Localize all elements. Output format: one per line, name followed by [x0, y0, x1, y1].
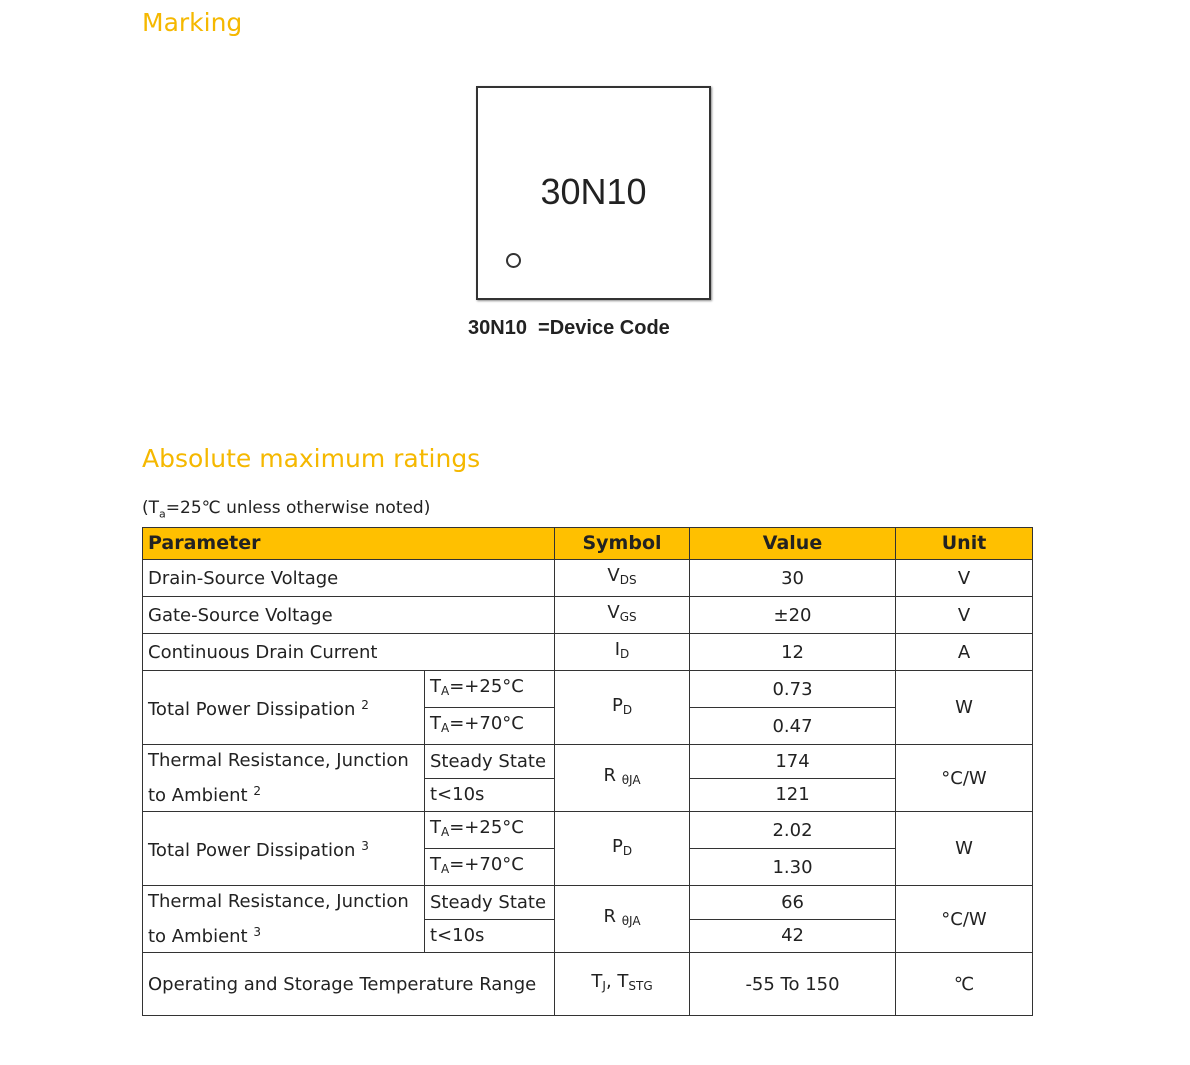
cond-main: T [430, 713, 441, 734]
condition-cell [425, 671, 555, 708]
header-parameter: Parameter [143, 528, 555, 560]
value-cell: 174 [690, 745, 896, 779]
unit-cell: V [896, 597, 1033, 634]
condition-cell: t<10s [425, 778, 555, 812]
symbol-cell [555, 597, 690, 634]
param-text: Thermal Resistance, Junction to Ambient [148, 750, 409, 806]
chip-package-diagram [476, 86, 711, 300]
table-row [143, 597, 1033, 634]
symbol-main: T [591, 971, 603, 992]
param-text: Thermal Resistance, Junction to Ambient [148, 891, 409, 947]
symbol-cell [555, 634, 690, 671]
symbol-main: I [614, 639, 621, 660]
unit-cell: A [896, 634, 1033, 671]
cond-main: T [430, 817, 441, 838]
note-prefix: (T [142, 498, 160, 518]
header-unit: Unit [896, 528, 1033, 560]
cond-sub: A [441, 721, 450, 735]
marking-section-title: Marking [142, 8, 243, 37]
symbol-sub: STG [628, 979, 653, 993]
footnote-ref: 3 [361, 839, 369, 853]
table-row [143, 812, 1033, 849]
condition-cell [425, 849, 555, 886]
table-row [143, 634, 1033, 671]
param-cell [143, 745, 425, 812]
header-symbol: Symbol [555, 528, 690, 560]
symbol-main: P [611, 694, 623, 716]
param-cell: Drain-Source Voltage [143, 560, 555, 597]
cond-sub: A [441, 862, 450, 876]
param-cell [143, 812, 425, 886]
footnote-ref: 2 [253, 784, 261, 798]
ratings-section-title: Absolute maximum ratings [142, 444, 481, 473]
symbol-cell [555, 953, 690, 1016]
unit-cell: W [896, 812, 1033, 886]
param-cell [143, 886, 425, 953]
value-cell: 12 [690, 634, 896, 671]
cond-main: T [430, 676, 441, 697]
symbol-sub: θJA [621, 914, 641, 928]
symbol-sub: D [622, 843, 633, 858]
table-header-row [143, 528, 1033, 560]
ratings-condition-note [142, 498, 430, 520]
value-cell: -55 To 150 [690, 953, 896, 1016]
cond-rest: =+70°C [449, 713, 524, 734]
unit-cell: W [896, 671, 1033, 745]
symbol-cell [555, 745, 690, 812]
value-cell: 0.73 [690, 671, 896, 708]
param-cell: Operating and Storage Temperature Range [143, 953, 555, 1016]
symbol-sub: θJA [621, 773, 641, 787]
value-cell: 1.30 [690, 849, 896, 886]
absolute-max-ratings-table [142, 527, 1033, 1016]
param-cell: Gate-Source Voltage [143, 597, 555, 634]
symbol-sub: D [620, 647, 630, 661]
condition-cell: t<10s [425, 919, 555, 953]
symbol-sub: J [602, 979, 606, 993]
symbol-sub: DS [619, 573, 637, 587]
value-cell: ±20 [690, 597, 896, 634]
cond-sub: A [441, 825, 450, 839]
value-cell: 0.47 [690, 708, 896, 745]
cond-sub: A [441, 684, 450, 698]
table-row [143, 745, 1033, 779]
unit-cell: °C/W [896, 745, 1033, 812]
condition-cell: Steady State [425, 886, 555, 920]
chip-marking-code: 30N10 [540, 171, 647, 212]
cond-rest: =+25°C [449, 676, 524, 697]
symbol-cell [555, 886, 690, 953]
note-suffix: =25℃ unless otherwise noted) [165, 498, 431, 518]
condition-cell: Steady State [425, 745, 555, 779]
pin1-indicator-dot [506, 253, 521, 268]
symbol-cell [555, 671, 690, 745]
value-cell: 121 [690, 778, 896, 812]
table-row [143, 560, 1033, 597]
value-cell: 2.02 [690, 812, 896, 849]
symbol-main: R [603, 765, 622, 786]
symbol-sub: GS [619, 610, 637, 624]
symbol-cell [555, 560, 690, 597]
value-cell: 66 [690, 886, 896, 920]
symbol-sep: , T [605, 971, 629, 992]
table-row [143, 886, 1033, 920]
symbol-main: R [603, 906, 622, 927]
table-row [143, 671, 1033, 708]
table-row [143, 953, 1033, 1016]
header-value: Value [690, 528, 896, 560]
param-cell [143, 671, 425, 745]
symbol-cell [555, 812, 690, 886]
symbol-main: V [607, 565, 620, 586]
value-cell: 42 [690, 919, 896, 953]
condition-cell [425, 812, 555, 849]
param-text: Total Power Dissipation [148, 840, 362, 861]
value-cell: 30 [690, 560, 896, 597]
footnote-ref: 2 [361, 698, 369, 712]
device-code-legend: 30N10 =Device Code [468, 317, 670, 339]
symbol-main: V [607, 602, 620, 623]
symbol-main: P [611, 835, 623, 857]
cond-rest: =+25°C [449, 817, 524, 838]
cond-rest: =+70°C [449, 854, 524, 875]
param-text: Total Power Dissipation [148, 699, 362, 720]
unit-cell: ℃ [896, 953, 1033, 1016]
param-cell: Continuous Drain Current [143, 634, 555, 671]
unit-cell: V [896, 560, 1033, 597]
unit-cell: °C/W [896, 886, 1033, 953]
footnote-ref: 3 [253, 925, 261, 939]
symbol-sub: D [622, 702, 633, 717]
note-sub: a [159, 507, 166, 521]
cond-main: T [430, 854, 441, 875]
condition-cell [425, 708, 555, 745]
